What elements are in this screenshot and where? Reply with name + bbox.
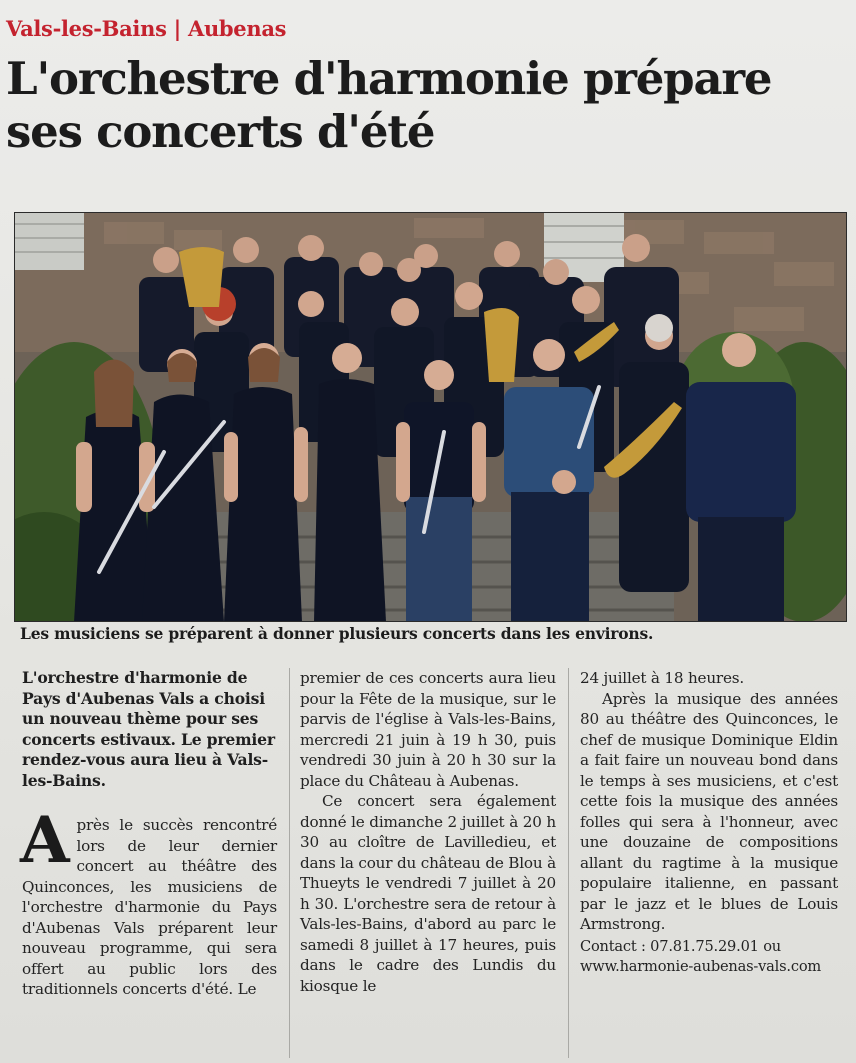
contact-info xyxy=(580,937,838,978)
headline xyxy=(6,52,846,158)
article-paragraph-4: 24 juillet à 18 heures. xyxy=(580,669,744,687)
article-column-1 xyxy=(22,668,277,1000)
section-kicker: Vals-les-Bains | Aubenas xyxy=(6,16,287,41)
headline-line-2: ses concerts d'été xyxy=(6,105,435,158)
article-lead: L'orchestre d'harmonie de Pays d'Aubenas Vals a choisi un nouveau thème pour ses concerts estivaux. Le premier rendez-vous aura lieu à Vals-les-Bains. xyxy=(22,668,275,790)
headline-line-1: L'orchestre d'harmonie prépare xyxy=(6,52,772,105)
photo-illustration xyxy=(14,212,847,622)
article-paragraph-1 xyxy=(20,803,277,1000)
contact-phone: Contact : 07.81.75.29.01 ou xyxy=(580,937,781,955)
photo-caption: Les musiciens se préparent à donner plusieurs concerts dans les environs. xyxy=(20,624,654,643)
column-separator xyxy=(568,668,569,1058)
dropcap-letter: A xyxy=(20,803,70,878)
column-separator xyxy=(289,668,290,1058)
contact-website: www.harmonie-aubenas-vals.com xyxy=(580,958,822,975)
orchestra-group-photo xyxy=(14,212,847,622)
article-paragraph-2: premier de ces concerts aura lieu pour la Fête de la musique, sur le parvis de l'église à Vals-les-Bains, mercredi 21 juin à 19 h 30, puis vendredi 30 juin à 20 h 30 sur la place du Château à Aubenas. xyxy=(300,669,556,790)
article-paragraph-3: Ce concert sera également donné le dimanche 2 juillet à 20 h 30 au cloître de Lavilledieu, et dans la cour du château de Blou à Thueyts le vendredi 7 juillet à 20 h 30. L'orchestre sera de retour à Vals-les-Bains, d'abord au parc le samedi 8 juillet à 17 heures, puis dans le cadre des Lundis du kiosque le xyxy=(300,792,556,995)
article-paragraph-5: Après la musique des années 80 au théâtre des Quinconces, le chef de musique Dominique Eldin a fait faire un nouveau bond dans le temps à ses musiciens, et c'est cette fois la musique des années folles qui sera à l'honneur, avec une douzaine de compositions allant du ragtime à la musique populaire italienne, en passant par le jazz et le blues de Louis Armstrong. xyxy=(580,689,838,933)
paragraph-1-text: près le succès rencontré lors de leur dernier concert au théâtre des Quinconces, les musiciens de l'orchestre d'harmonie du Pays d'Aubenas Vals préparent leur nouveau programme, qui sera offert au public lors des traditionnels concerts d'été. Le xyxy=(22,816,277,998)
article-column-3 xyxy=(580,668,838,978)
article-column-2 xyxy=(300,668,556,996)
